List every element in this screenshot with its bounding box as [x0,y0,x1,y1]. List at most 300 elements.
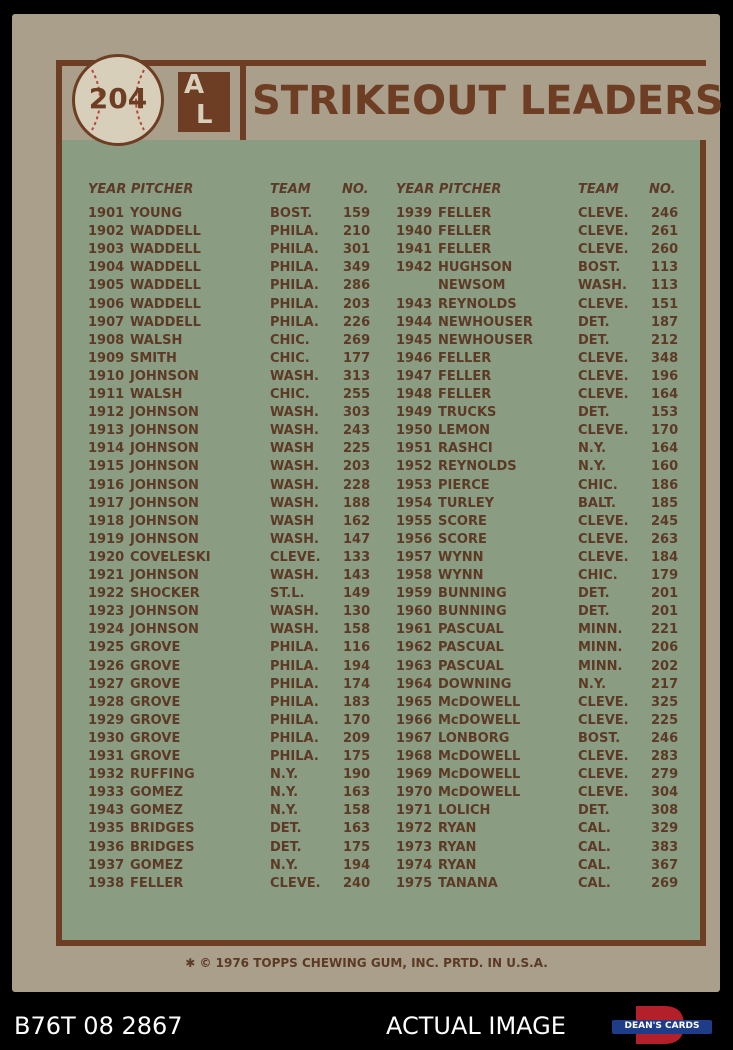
strikeouts-cell: 190 [343,767,371,783]
strikeouts-cell: 158 [343,803,371,819]
year-cell: 1948 [396,387,433,402]
year-cell: 1912 [88,405,125,421]
strikeouts-cell: 301 [343,242,371,258]
strikeouts-cell: 348 [651,350,679,366]
strikeouts-cell: 245 [651,513,679,529]
team-cell: WASH [270,513,315,529]
team-cell: WASH. [270,604,319,620]
pitcher-cell: PASCUAL [438,640,504,656]
strikeouts-cell: 151 [651,296,679,312]
strikeouts-cell: 163 [343,785,371,801]
team-cell: N.Y. [578,459,607,475]
team-cell: N.Y. [578,676,607,692]
year-cell: 1964 [396,676,433,692]
team-cell: CAL. [578,857,611,873]
strikeouts-cell: 201 [651,604,679,620]
year-cell: 1951 [396,441,433,457]
strikeouts-cell: 255 [343,387,371,402]
team-cell: CLEVE. [578,767,629,783]
strikeouts-cell: 196 [651,368,679,384]
pitcher-cell: RUFFING [130,767,195,783]
strikeouts-cell: 177 [343,350,371,366]
team-cell: N.Y. [270,785,299,801]
team-cell: CLEVE. [578,531,629,547]
year-cell: 1902 [88,224,125,240]
team-cell: CLEVE. [270,875,321,891]
year-cell: 1915 [88,459,125,475]
team-cell: CHIC. [578,568,618,583]
pitcher-cell: McDOWELL [438,694,521,710]
year-cell: 1947 [396,368,433,384]
year-cell: 1923 [88,604,125,620]
year-cell: 1921 [88,568,125,583]
team-cell: CLEVE. [578,206,629,221]
year-cell: 1908 [88,332,125,348]
pitcher-cell: SCORE [438,531,487,547]
pitcher-cell: YOUNG [130,206,183,221]
pitcher-cell: JOHNSON [130,622,199,638]
pitcher-cell: GOMEZ [130,857,183,873]
team-cell: MINN. [578,640,623,656]
year-cell: 1911 [88,387,125,402]
team-cell: PHILA. [270,314,319,330]
strikeouts-cell: 209 [343,730,371,746]
team-cell: CLEVE. [578,368,629,384]
pitcher-cell: RYAN [438,821,477,837]
pitcher-cell: WADDELL [130,278,201,294]
pitcher-cell: FELLER [438,224,492,240]
pitcher-cell: GROVE [130,676,181,692]
league-letter-a: A [184,70,205,100]
team-cell: CHIC. [270,332,310,348]
pitcher-cell: TURLEY [438,495,495,511]
right-header-team: TEAM [578,182,619,197]
pitcher-cell: FELLER [438,242,492,258]
year-cell: 1926 [88,658,125,674]
team-cell: PHILA. [270,658,319,674]
team-cell: CLEVE. [578,694,629,710]
team-cell: PHILA. [270,640,319,656]
strikeouts-cell: 202 [651,658,679,674]
year-cell: 1935 [88,821,125,837]
team-cell: CLEVE. [578,712,629,728]
strikeouts-cell: 313 [343,368,371,384]
strikeouts-cell: 383 [651,839,679,855]
year-cell: 1950 [396,423,433,439]
year-cell: 1953 [396,477,433,493]
year-cell: 1954 [396,495,433,511]
pitcher-cell: GROVE [130,640,181,656]
team-cell: WASH. [270,459,319,475]
strikeouts-cell: 188 [343,495,371,511]
year-cell: 1939 [396,206,433,221]
strikeouts-cell: 164 [651,387,679,402]
year-cell: 1918 [88,513,125,529]
team-cell: CLEVE. [578,423,629,439]
pitcher-cell: JOHNSON [130,568,199,583]
pitcher-cell: WADDELL [130,296,201,312]
card-title: STRIKEOUT LEADERS [252,78,724,124]
strikeouts-cell: 153 [651,405,679,421]
year-cell: 1945 [396,332,433,348]
cert-id: B76T 08 2867 [14,1012,183,1040]
pitcher-cell: LEMON [438,423,491,439]
pitcher-cell: BUNNING [438,604,507,620]
pitcher-cell: JOHNSON [130,423,199,439]
team-cell: CHIC. [578,477,618,493]
strikeouts-cell: 143 [343,568,371,583]
team-cell: N.Y. [270,857,299,873]
pitcher-cell: BRIDGES [130,821,195,837]
strikeouts-cell: 159 [343,206,371,221]
year-cell: 1971 [396,803,433,819]
year-cell: 1903 [88,242,125,258]
team-cell: CLEVE. [578,549,629,565]
team-cell: PHILA. [270,749,319,764]
year-cell: 1907 [88,314,125,330]
year-cell: 1924 [88,622,125,638]
pitcher-cell: COVELESKI [130,549,211,565]
pitcher-cell: REYNOLDS [438,459,517,475]
year-cell: 1937 [88,857,125,873]
year-cell: 1932 [88,767,125,783]
team-cell: WASH. [578,278,627,294]
league-letter-l: L [196,100,213,130]
pitcher-cell: GROVE [130,749,181,764]
strikeouts-cell: 286 [343,278,371,294]
strikeouts-cell: 175 [343,749,371,764]
team-cell: CHIC. [270,350,310,366]
strikeouts-cell: 210 [343,224,371,240]
year-cell: 1961 [396,622,433,638]
year-cell: 1938 [88,875,125,891]
pitcher-cell: JOHNSON [130,531,199,547]
year-cell: 1940 [396,224,433,240]
team-cell: WASH. [270,622,319,638]
team-cell: PHILA. [270,296,319,312]
team-cell: CLEVE. [578,350,629,366]
team-cell: CLEVE. [578,224,629,240]
strikeouts-cell: 201 [651,586,679,602]
year-cell: 1936 [88,839,125,855]
pitcher-cell: SCORE [438,513,487,529]
strikeouts-cell: 325 [651,694,679,710]
year-cell: 1925 [88,640,125,656]
strikeouts-cell: 203 [343,296,371,312]
strikeouts-cell: 279 [651,767,679,783]
strikeouts-cell: 186 [651,477,679,493]
team-cell: WASH. [270,477,319,493]
year-cell: 1942 [396,260,433,276]
pitcher-cell: LOLICH [438,803,491,819]
pitcher-cell: GOMEZ [130,803,183,819]
team-cell: CAL. [578,839,611,855]
pitcher-cell: DOWNING [438,676,512,692]
year-cell: 1959 [396,586,433,602]
year-cell: 1949 [396,405,433,421]
team-cell: BALT. [578,495,616,511]
strikeouts-cell: 212 [651,332,679,348]
pitcher-cell: McDOWELL [438,712,521,728]
pitcher-cell: JOHNSON [130,513,199,529]
team-cell: WASH. [270,495,319,511]
year-cell: 1916 [88,477,125,493]
year-cell: 1962 [396,640,433,656]
pitcher-cell: REYNOLDS [438,296,517,312]
pitcher-cell: HUGHSON [438,260,513,276]
year-cell: 1904 [88,260,125,276]
year-cell: 1922 [88,586,125,602]
left-header-team: TEAM [270,182,311,197]
pitcher-cell: WALSH [130,332,183,348]
pitcher-cell: JOHNSON [130,405,199,421]
team-cell: PHILA. [270,224,319,240]
pitcher-cell: JOHNSON [130,604,199,620]
year-cell: 1957 [396,549,433,565]
strikeouts-cell: 226 [343,314,371,330]
year-cell: 1901 [88,206,125,221]
team-cell: WASH. [270,531,319,547]
team-cell: DET. [578,586,610,602]
team-cell: WASH. [270,423,319,439]
year-cell: 1968 [396,749,433,764]
strikeouts-cell: 130 [343,604,371,620]
team-cell: WASH. [270,368,319,384]
team-cell: PHILA. [270,730,319,746]
year-cell: 1946 [396,350,433,366]
team-cell: PHILA. [270,676,319,692]
pitcher-cell: GROVE [130,694,181,710]
actual-image-label: ACTUAL IMAGE [386,1012,566,1040]
strikeouts-cell: 162 [343,513,371,529]
strikeouts-cell: 147 [343,531,371,547]
strikeouts-cell: 149 [343,586,371,602]
team-cell: CLEVE. [578,785,629,801]
year-cell: 1969 [396,767,433,783]
pitcher-cell: McDOWELL [438,749,521,764]
strikeouts-cell: 217 [651,676,679,692]
strikeouts-cell: 260 [651,242,679,258]
year-cell: 1943 [396,296,433,312]
team-cell: DET. [578,332,610,348]
strikeouts-cell: 185 [651,495,679,511]
year-cell: 1917 [88,495,125,511]
team-cell: BOST. [578,730,621,746]
team-cell: WASH [270,441,315,457]
strikeouts-cell: 187 [651,314,679,330]
year-cell: 1973 [396,839,433,855]
pitcher-cell: FELLER [438,350,492,366]
team-cell: DET. [578,314,610,330]
team-cell: MINN. [578,622,623,638]
year-cell: 1974 [396,857,433,873]
strikeouts-cell: 263 [651,531,679,547]
year-cell: 1914 [88,441,125,457]
team-cell: N.Y. [578,441,607,457]
year-cell: 1944 [396,314,433,330]
strikeouts-cell: 228 [343,477,371,493]
pitcher-cell: WYNN [438,568,484,583]
strikeouts-cell: 304 [651,785,679,801]
year-cell: 1970 [396,785,433,801]
team-cell: MINN. [578,658,623,674]
year-cell: 1965 [396,694,433,710]
team-cell: PHILA. [270,712,319,728]
team-cell: BOST. [270,206,313,221]
strikeouts-cell: 160 [651,459,679,475]
pitcher-cell: GROVE [130,712,181,728]
team-cell: ST.L. [270,586,305,602]
pitcher-cell: FELLER [438,206,492,221]
pitcher-cell: TRUCKS [438,405,497,421]
strikeouts-cell: 206 [651,640,679,656]
team-cell: WASH. [270,405,319,421]
pitcher-cell: WADDELL [130,224,201,240]
strikeouts-cell: 367 [651,857,679,873]
strikeouts-cell: 349 [343,260,371,276]
team-cell: CLEVE. [578,513,629,529]
deans-cards-logo [612,1004,712,1046]
pitcher-cell: GROVE [130,730,181,746]
team-cell: CHIC. [270,387,310,402]
left-header-no: NO. [342,182,369,197]
left-header-year-pitcher: YEAR PITCHER [88,182,194,197]
year-cell: 1927 [88,676,125,692]
pitcher-cell: RASHCI [438,441,493,457]
pitcher-cell: McDOWELL [438,767,521,783]
pitcher-cell: NEWSOM [438,278,506,294]
team-cell: DET. [270,821,302,837]
pitcher-cell: JOHNSON [130,368,199,384]
team-cell: CLEVE. [578,387,629,402]
strikeouts-cell: 113 [651,260,679,276]
year-cell: 1958 [396,568,433,583]
year-cell: 1955 [396,513,433,529]
logo-text: DEAN'S CARDS [624,1021,700,1031]
strikeouts-cell: 158 [343,622,371,638]
team-cell: WASH. [270,568,319,583]
strikeouts-cell: 240 [343,875,371,891]
strikeouts-cell: 243 [343,423,371,439]
team-cell: N.Y. [270,803,299,819]
year-cell: 1909 [88,350,125,366]
year-cell: 1933 [88,785,125,801]
team-cell: BOST. [578,260,621,276]
year-cell: 1919 [88,531,125,547]
year-cell: 1920 [88,549,125,565]
strikeouts-cell: 225 [343,441,371,457]
strikeouts-cell: 113 [651,278,679,294]
strikeouts-cell: 303 [343,405,371,421]
strikeouts-cell: 164 [651,441,679,457]
right-header-year-pitcher: YEAR PITCHER [396,182,502,197]
year-cell: 1967 [396,730,433,746]
pitcher-cell: PASCUAL [438,622,504,638]
pitcher-cell: WADDELL [130,260,201,276]
strikeouts-cell: 246 [651,730,679,746]
pitcher-cell: NEWHOUSER [438,332,533,348]
team-cell: CAL. [578,821,611,837]
pitcher-cell: RYAN [438,839,477,855]
pitcher-cell: PASCUAL [438,658,504,674]
strikeouts-cell: 283 [651,749,679,764]
strikeouts-cell: 261 [651,224,679,240]
pitcher-cell: NEWHOUSER [438,314,533,330]
pitcher-cell: GROVE [130,658,181,674]
strikeouts-cell: 269 [343,332,371,348]
team-cell: PHILA. [270,278,319,294]
pitcher-cell: McDOWELL [438,785,521,801]
pitcher-cell: WYNN [438,549,484,565]
team-cell: PHILA. [270,242,319,258]
year-cell: 1972 [396,821,433,837]
strikeouts-cell: 329 [651,821,679,837]
year-cell: 1913 [88,423,125,439]
pitcher-cell: RYAN [438,857,477,873]
year-cell: 1975 [396,875,433,891]
pitcher-cell: GOMEZ [130,785,183,801]
strikeouts-cell: 221 [651,622,679,638]
strikeouts-cell: 269 [651,875,679,891]
strikeouts-cell: 308 [651,803,679,819]
pitcher-cell: WALSH [130,387,183,402]
year-cell: 1931 [88,749,125,764]
pitcher-cell: JOHNSON [130,441,199,457]
strikeouts-cell: 133 [343,549,371,565]
year-cell: 1930 [88,730,125,746]
year-cell: 1929 [88,712,125,728]
pitcher-cell: FELLER [130,875,184,891]
strikeouts-cell: 203 [343,459,371,475]
strikeouts-cell: 246 [651,206,679,221]
strikeouts-cell: 225 [651,712,679,728]
team-cell: DET. [578,405,610,421]
team-cell: PHILA. [270,260,319,276]
team-cell: N.Y. [270,767,299,783]
year-cell: 1941 [396,242,433,258]
strikeouts-cell: 170 [651,423,679,439]
year-cell: 1910 [88,368,125,384]
team-cell: CLEVE. [270,549,321,565]
strikeouts-cell: 183 [343,694,371,710]
team-cell: CLEVE. [578,242,629,258]
pitcher-cell: LONBORG [438,730,510,746]
pitcher-cell: BRIDGES [130,839,195,855]
pitcher-cell: WADDELL [130,242,201,258]
pitcher-cell: WADDELL [130,314,201,330]
year-cell: 1952 [396,459,433,475]
year-cell: 1905 [88,278,125,294]
pitcher-cell: SMITH [130,350,177,366]
pitcher-cell: TANANA [438,875,498,891]
team-cell: DET. [270,839,302,855]
team-cell: CAL. [578,875,611,891]
team-cell: CLEVE. [578,749,629,764]
right-header-no: NO. [649,182,676,197]
card-number: 204 [88,82,148,115]
year-cell: 1966 [396,712,433,728]
year-cell: 1928 [88,694,125,710]
pitcher-cell: BUNNING [438,586,507,602]
pitcher-cell: JOHNSON [130,477,199,493]
pitcher-cell: JOHNSON [130,459,199,475]
year-cell: 1956 [396,531,433,547]
team-cell: CLEVE. [578,296,629,312]
strikeouts-cell: 116 [343,640,371,656]
strikeouts-cell: 179 [651,568,679,583]
year-cell: 1960 [396,604,433,620]
pitcher-cell: FELLER [438,368,492,384]
